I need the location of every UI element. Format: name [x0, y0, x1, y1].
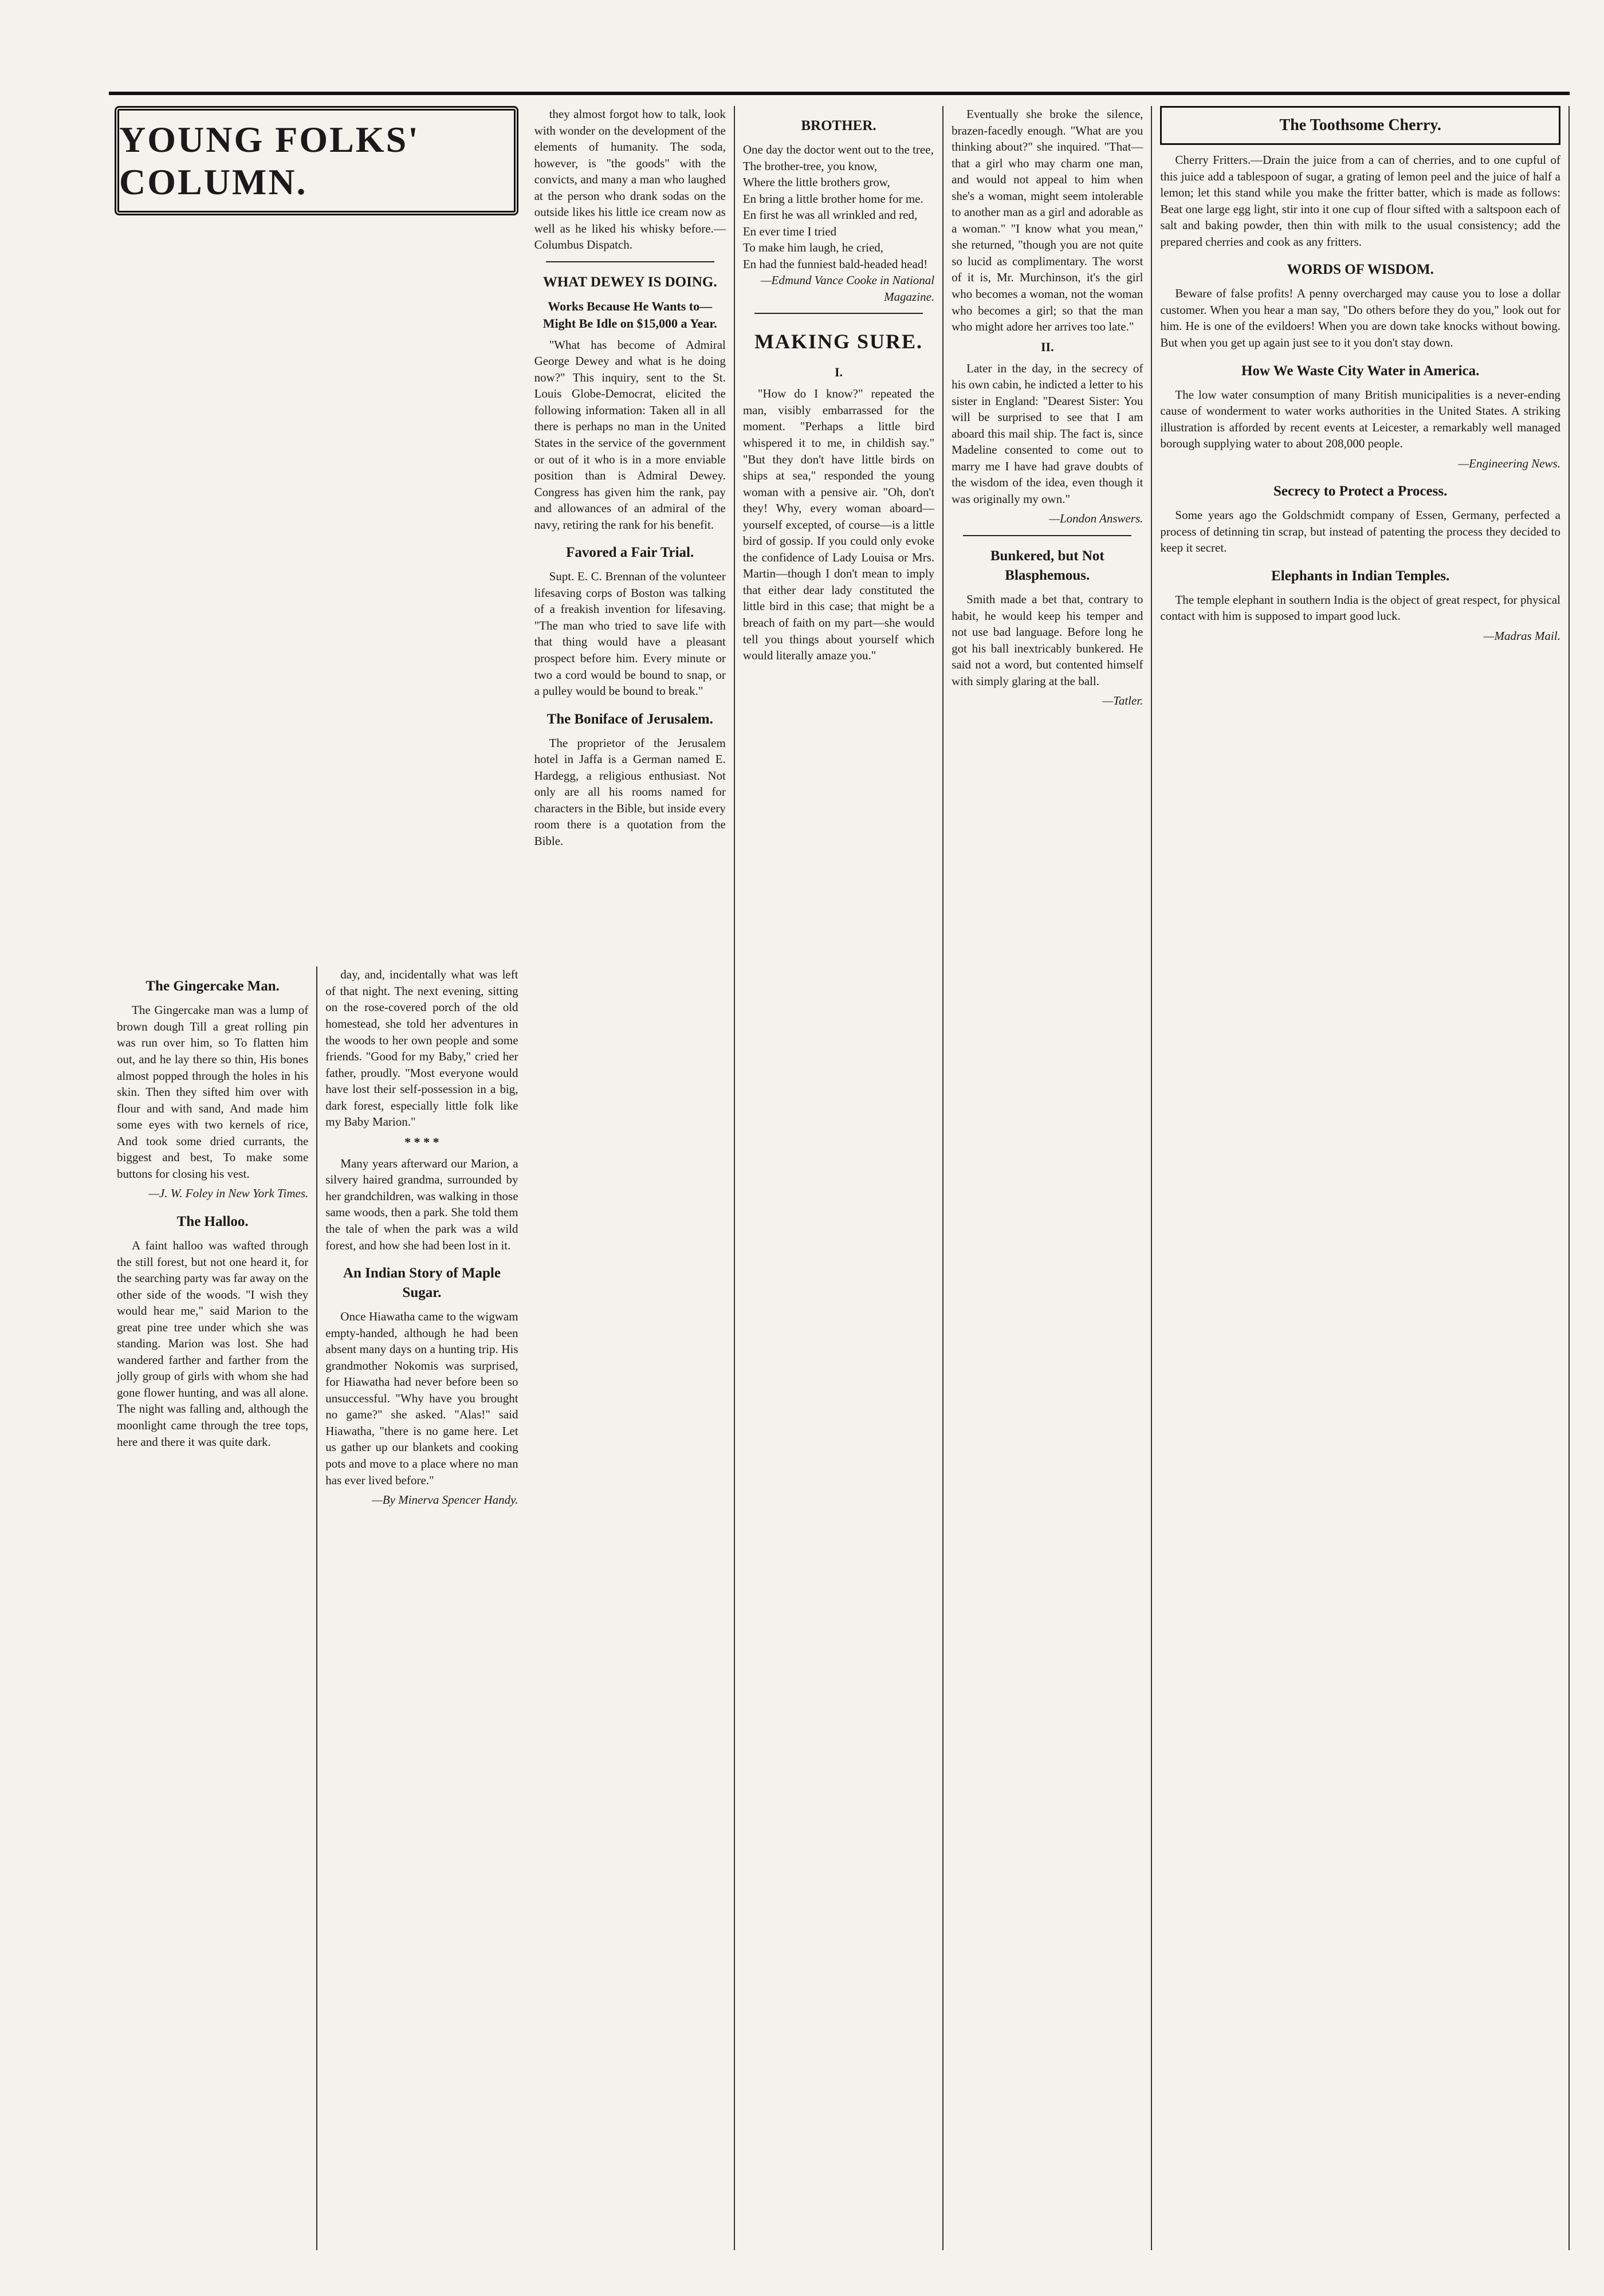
- maple-signature: —By Minerva Spencer Handy.: [372, 1493, 518, 1507]
- poem-line: En first he was all wrinkled and red,: [742, 208, 918, 222]
- poem-line: Where the little brothers grow,: [742, 175, 890, 190]
- soda-continuation: they almost forgot how to talk, look with wonder on the development of the elements of humanity. The soda, however, is "the goods" with the convicts, and many a man who laughed at the person who drank sodas on the outside likes his little ice cream now as well as he liked his whisky before.—Columbus Dispatch.: [534, 107, 726, 252]
- section-stars: * * * *: [404, 1134, 439, 1149]
- poem-line: To make him laugh, he cried,: [742, 241, 884, 255]
- brother-title: BROTHER.: [801, 118, 876, 133]
- halloo-body: A faint halloo was wafted through the still forest, but not one heard it, for the searching party was far away on the other side of the woods. "I wish they would hear me," said Marion to the great pine tree under which she was standing. Marion was lost. She had wandered farther and farther from the jolly group of girls with whom she had gone flower hunting, and was all alone. The night was falling and, although the moonlight came through the tree tops, here and there it was quite dark.: [117, 1238, 309, 1449]
- halloo-epilogue: Many years afterward our Marion, a silvery haired grandma, surrounded by her grandchildren, was walking in those same woods, then a park. She told them the tale of when the park was a wild forest, and how she had been lost in it.: [325, 1156, 518, 1252]
- column-2: [317, 966, 526, 2250]
- water-body: The low water consumption of many British municipalities is a never-ending cause of wonderment to water works authorities in the United States. A striking illustration is afforded by recent events at Leicester, a remarkably well managed borough supplying water to about 208,000 people.: [1160, 387, 1560, 451]
- maple-title: An Indian Story of Maple Sugar.: [343, 1265, 501, 1301]
- divider: [754, 313, 923, 314]
- maple-body: Once Hiawatha came to the wigwam empty-handed, although he had been absent many days on a hunting trip. His grandmother Nokomis was surprised, for Hiawatha had never before been so unsuccessful. "Why have you brought no game?" she asked. "Alas!" said Hiawatha, "there is no game here. Let us gather up our blankets and cooking pots and move to a place where no man has ever lived before.": [325, 1310, 518, 1487]
- boniface-title: The Boniface of Jerusalem.: [547, 711, 713, 727]
- cherry-title: The Toothsome Cherry.: [1279, 116, 1441, 134]
- divider: [546, 261, 714, 262]
- gingercake-title: The Gingercake Man.: [146, 978, 280, 994]
- bunkered-signature: —Tatler.: [1102, 694, 1143, 708]
- section-number: I.: [834, 365, 843, 380]
- story-part-two: Later in the day, in the secrecy of his own cabin, he indicted a letter to his sister in England: "Dearest Sister: You will be surprised to see that I am aboard this mail ship. The fact is, since Madeline consented to come out to marry me I have had grave doubts of the wisdom of the idea, even though it was originally my own.": [952, 361, 1143, 506]
- young-folks-banner: [115, 106, 518, 215]
- poem-line: En bring a little brother home for me.: [742, 191, 923, 206]
- banner-title: YOUNG FOLKS' COLUMN.: [119, 119, 420, 202]
- poem-line: En had the funniest bald-headed head!: [742, 257, 928, 271]
- dewey-subtitle: Works Because He Wants to—Might Be Idle on $15,000 a Year.: [542, 298, 717, 331]
- secrecy-body: Some years ago the Goldschmidt company of Essen, Germany, perfected a process of detinning tin scrap, but instead of patenting the process they decided to keep it secret.: [1160, 508, 1560, 555]
- fair-trial-body: Supt. E. C. Brennan of the volunteer lifesaving corps of Boston was talking of a freakish invention for lifesaving. "The man who tried to save life with that thing would have a pleasant prospect before him. Every minute or two a cord would be bound to snap, or a pulley would be bound to break.": [534, 569, 726, 698]
- poem-line: The brother-tree, you know,: [742, 159, 878, 173]
- column-3: [526, 106, 735, 2250]
- column-5: [943, 106, 1152, 2250]
- dewey-body: "What has become of Admiral George Dewey and what is he doing now?" This inquiry, sent to the St. Louis Globe-Democrat, elicited the following information: Taken all in all there is perhaps no man in the United States in the service of the government or out of it who is in a more enviable position than is Admiral Dewey. Congress has given him the rank, pay and allowances of an admiral of the navy, retiring the rank for his benefit.: [534, 337, 726, 532]
- making-sure-body: "How do I know?" repeated the man, visibly embarrassed for the moment. "Perhaps a little bird whispered it to me, in childish say." "But they don't have little birds on ships at sea," responded the young woman with a pensive air. "Oh, don't they! Why, every woman aboard—yourself excepted, of course—is a little bird of gossip. If you could only evoke the confidence of Lady Louisa or Mrs. Martin—though I don't mean to imply that either dear lady constituted the little bird in this case; that might be a breach of faith on my part—she would tell you things about yourself which would literally amaze you.": [742, 387, 935, 663]
- young-folks-columns: [109, 966, 526, 2250]
- elephant-title: Elephants in Indian Temples.: [1271, 568, 1450, 584]
- column-1: [109, 966, 317, 2250]
- halloo-continuation: day, and, incidentally what was left of that night. The next evening, sitting on the rose-covered porch of the old homestead, she told her adventures in the woods to her own people and some friends. "Good for my Baby," cried her father, proudly. "Most everyone would have lost their self-possession in a big, dark forest, especially little folk like my Baby Marion.": [325, 968, 518, 1129]
- poem-line: En ever time I tried: [742, 224, 837, 238]
- column-4: [735, 106, 943, 2250]
- secrecy-title: Secrecy to Protect a Process.: [1273, 483, 1448, 500]
- elephant-body: The temple elephant in southern India is the object of great respect, for physical contact with him is supposed to impart good luck.: [1160, 592, 1560, 623]
- wisdom-title: WORDS OF WISDOM.: [1287, 262, 1434, 278]
- gingercake-poem: The Gingercake man was a lump of brown dough Till a great rolling pin was run over him, so To flatten him out, and he lay there so thin, His bones almost popped through the holes in his skin. Then they sifted him over with flour and with sand, And made him some eyes with two kernels of rice, And took some dried currants, the biggest and best, To make some buttons for closing his vest.: [117, 1003, 309, 1181]
- gingercake-signature: —J. W. Foley in New York Times.: [148, 1186, 309, 1201]
- dewey-title: WHAT DEWEY IS DOING.: [542, 274, 717, 290]
- story-signature: —London Answers.: [1049, 512, 1143, 526]
- top-rule: [109, 92, 1570, 95]
- water-signature: —Engineering News.: [1458, 456, 1560, 470]
- bunkered-title: Bunkered, but Not Blasphemous.: [990, 548, 1104, 584]
- cherry-heading-box: [1160, 106, 1560, 145]
- halloo-title: The Halloo.: [176, 1213, 249, 1229]
- fair-trial-title: Favored a Fair Trial.: [566, 545, 694, 561]
- column-6: [1152, 106, 1570, 2250]
- bunkered-body: Smith made a bet that, contrary to habit, he would keep his temper and not use bad language. Before long he got his ball inextricably bunkered. He said not a word, but contented himself with simply glaring at the ball.: [952, 592, 1143, 688]
- cherry-body: Cherry Fritters.—Drain the juice from a can of cherries, and to one cupful of this juice add a tablespoon of sugar, a grating of lemon peel and the juice of half a lemon; let this stand while you make the fritter batter, which is made as follows: Beat one large egg light, stir into it one cup of flour sifted with a saltspoon each of salt and baking powder, then thin with milk to the usual consistency; add the prepared cherries and cook as any fritters.: [1160, 153, 1560, 249]
- brother-poem: [743, 141, 934, 272]
- poem-line: One day the doctor went out to the tree,: [742, 143, 934, 156]
- boniface-body: The proprietor of the Jerusalem hotel in Jaffa is a German named E. Hardegg, a religious enthusiast. Not only are all his rooms named for characters in the Bible, but inside every room there is a quotation from the Bible.: [534, 736, 726, 848]
- divider: [963, 535, 1131, 536]
- brother-signature: —Edmund Vance Cooke in National Magazine.: [760, 273, 935, 304]
- wisdom-body: Beware of false profits! A penny overcharged may cause you to lose a dollar customer. When you hear a man say, "Do others before they do you," look out for him. He is one of the evildoers! When you are down take knocks without bowing. But when you get up again just see to it you don't stay down.: [1160, 286, 1560, 349]
- elephant-signature: —Madras Mail.: [1483, 629, 1560, 643]
- water-title: How We Waste City Water in America.: [1241, 363, 1480, 379]
- making-sure-title: MAKING SURE.: [754, 330, 923, 353]
- story-continuation: Eventually she broke the silence, brazen-facedly enough. "What are you thinking about?" she inquired. "That—that a girl who may charm one man, and would not appeal to him when she's a woman, might seem intolerable to another man as a girl and adorable as a woman." "I know what you mean," she returned, "though you are not quite so lucid as complimentary. The worst of it is, Mr. Murchinson, it's the girl who becomes a woman, not the woman who becomes a girl; so that the man who might adore her arrives too late.": [952, 107, 1143, 334]
- columns-grid: [109, 106, 1570, 2250]
- section-number: II.: [1040, 339, 1054, 354]
